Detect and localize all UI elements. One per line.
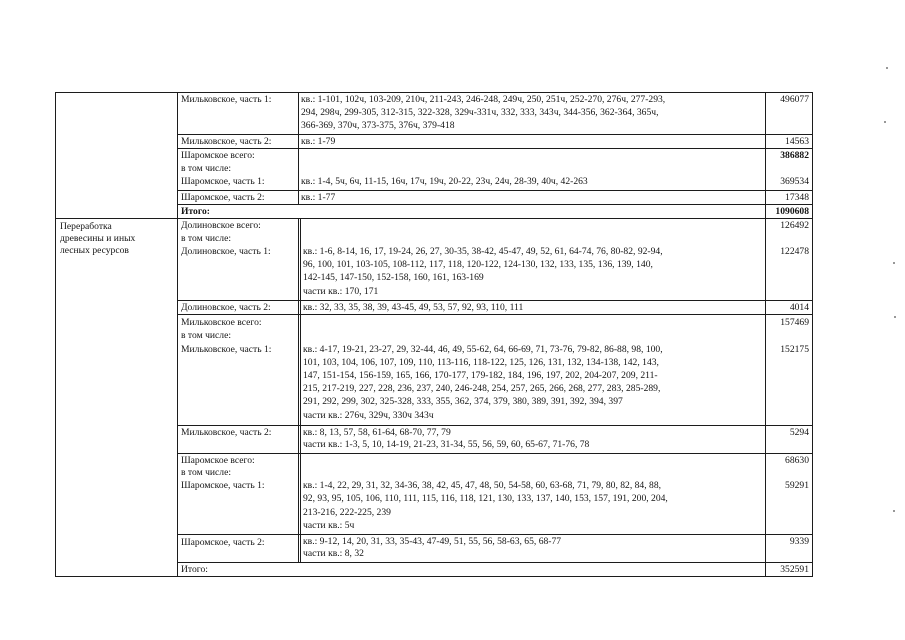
row-label-total: Шаромское всего: bbox=[181, 455, 255, 466]
quarters-line: кв.: 32, 33, 35, 38, 39, 43-45, 49, 53, 57, 92, 93, 110, 111 bbox=[303, 302, 524, 313]
quarters-line: кв.: 1-101, 102ч, 103-209, 210ч, 211-243, 246-248, 249ч, 250, 251ч, 252-270, 276ч, 277-293, bbox=[301, 94, 666, 105]
row-label: Мильковское, часть 2: bbox=[181, 136, 272, 147]
row-label: Долиновское, часть 2: bbox=[181, 302, 271, 313]
area-value: 152175 bbox=[780, 344, 809, 355]
quarters-line: части кв.: 276ч, 329ч, 330ч 343ч bbox=[303, 410, 434, 421]
row-label-incl: в том числе: bbox=[181, 163, 232, 174]
scan-speck bbox=[893, 510, 895, 512]
rule-top bbox=[55, 92, 813, 93]
row-label-incl: в том числе: bbox=[181, 467, 232, 478]
total-label: Итого: bbox=[181, 564, 208, 575]
row-label-incl: в том числе: bbox=[181, 233, 232, 244]
quarters-line: кв.: 1-4, 22, 29, 31, 32, 34-36, 38, 42, 45, 47, 48, 50, 54-58, 60, 63-68, 71, 79, 80, 82, 84, 88, bbox=[303, 480, 662, 491]
row-label: Мильковское, часть 2: bbox=[181, 427, 272, 438]
rule bbox=[177, 453, 813, 454]
total-value: 1090608 bbox=[775, 206, 809, 217]
quarters-line: части кв.: 5ч bbox=[303, 520, 355, 531]
section-label: лесных ресурсов bbox=[60, 245, 129, 256]
row-label-total: Шаромское всего: bbox=[181, 150, 255, 161]
row-label-total: Мильковское всего: bbox=[181, 317, 262, 328]
quarters-line: части кв.: 170, 171 bbox=[303, 286, 379, 297]
rule bbox=[177, 314, 813, 315]
scan-speck bbox=[894, 316, 896, 318]
quarters-line: кв.: 1-4, 5ч, 6ч, 11-15, 16ч, 17ч, 19ч, 20-22, 23ч, 24ч, 28-39, 40ч, 42-263 bbox=[301, 176, 588, 187]
area-value-total: 126492 bbox=[780, 220, 809, 231]
row-label: Мильковское, часть 1: bbox=[181, 94, 272, 105]
scan-speck bbox=[893, 262, 895, 264]
row-label-incl: в том числе: bbox=[181, 330, 232, 341]
row-label: Шаромское, часть 2: bbox=[181, 192, 265, 203]
area-value: 369534 bbox=[780, 176, 809, 187]
rule bbox=[177, 148, 813, 149]
quarters-line: 294, 298ч, 299-305, 312-315, 322-328, 329ч-331ч, 332, 333, 343ч, 344-356, 362-364, 365ч, bbox=[301, 107, 659, 118]
quarters-line: 147, 151-154, 156-159, 165, 166, 170-177, 179-182, 184, 196, 197, 202, 204-207, 209, 211- bbox=[303, 370, 658, 381]
rule-right bbox=[812, 92, 813, 577]
quarters-line: кв.: 1-77 bbox=[301, 192, 336, 203]
area-value-total: 157469 bbox=[780, 317, 809, 328]
rule-bottom bbox=[55, 576, 813, 577]
area-value: 4014 bbox=[789, 302, 809, 313]
area-value: 122478 bbox=[780, 246, 809, 257]
quarters-line: кв.: 1-6, 8-14, 16, 17, 19-24, 26, 27, 30-35, 38-42, 45-47, 49, 52, 61, 64-74, 76, 80-82, 92-94, bbox=[303, 246, 663, 257]
quarters-line: 142-145, 147-150, 152-158, 160, 161, 163-169 bbox=[303, 272, 484, 283]
area-value: 5294 bbox=[789, 427, 809, 438]
row-label-total: Долиновское всего: bbox=[181, 220, 261, 231]
rule bbox=[177, 92, 178, 577]
area-value: 59291 bbox=[785, 480, 809, 491]
area-value: 14563 bbox=[785, 136, 809, 147]
rule bbox=[177, 204, 813, 205]
rule bbox=[177, 190, 813, 191]
quarters-line: части кв.: 1-3, 5, 10, 14-19, 21-23, 31-34, 55, 56, 59, 60, 65-67, 71-76, 78 bbox=[303, 439, 590, 450]
quarters-line: 96, 100, 101, 103-105, 108-112, 117, 118, 120-122, 124-130, 132, 133, 135, 136, 139, 140, bbox=[303, 259, 653, 270]
scan-speck bbox=[886, 67, 888, 69]
rule bbox=[177, 534, 813, 535]
row-label: Шаромское, часть 1: bbox=[181, 480, 265, 491]
quarters-line: кв.: 9-12, 14, 20, 31, 33, 35-43, 47-49, 51, 55, 56, 58-63, 65, 68-77 bbox=[303, 536, 562, 547]
scan-speck bbox=[884, 121, 886, 123]
quarters-line: 215, 217-219, 227, 228, 236, 237, 240, 246-248, 254, 257, 265, 266, 268, 277, 283, 285-289, bbox=[303, 383, 661, 394]
area-value-total: 68630 bbox=[785, 455, 809, 466]
quarters-line: 366-369, 370ч, 373-375, 376ч, 379-418 bbox=[301, 120, 455, 131]
quarters-line: 291, 292, 299, 302, 325-328, 333, 355, 362, 374, 379, 380, 389, 391, 392, 394, 397 bbox=[303, 396, 623, 407]
rule bbox=[177, 134, 813, 135]
rule-left bbox=[55, 92, 56, 577]
quarters-line: кв.: 1-79 bbox=[301, 136, 336, 147]
rule bbox=[298, 218, 299, 563]
rule bbox=[765, 92, 766, 577]
total-label: Итого: bbox=[181, 206, 210, 217]
rule bbox=[177, 300, 813, 301]
area-value-total: 386882 bbox=[780, 150, 809, 161]
total-value: 352591 bbox=[780, 564, 809, 575]
quarters-line: 92, 93, 95, 105, 106, 110, 111, 115, 116, 118, 121, 130, 133, 137, 140, 153, 157, 191, 200, 204, bbox=[303, 493, 668, 504]
row-label: Шаромское, часть 1: bbox=[181, 176, 265, 187]
row-label: Шаромское, часть 2: bbox=[181, 537, 265, 548]
quarters-line: кв.: 8, 13, 57, 58, 61-64, 68-70, 77, 79 bbox=[303, 427, 451, 438]
area-value: 496077 bbox=[780, 94, 809, 105]
area-value: 17348 bbox=[785, 192, 809, 203]
section-label: древесины и иных bbox=[60, 233, 136, 244]
rule bbox=[55, 218, 813, 219]
quarters-line: 101, 103, 104, 106, 107, 109, 110, 113-116, 118-122, 125, 126, 131, 132, 134-138, 142, 143, bbox=[303, 357, 659, 368]
quarters-line: кв.: 4-17, 19-21, 23-27, 29, 32-44, 46, 49, 55-62, 64, 66-69, 71, 73-76, 79-82, 86-88, 98, 100, bbox=[303, 344, 663, 355]
row-label: Мильковское, часть 1: bbox=[181, 344, 272, 355]
rule bbox=[177, 562, 813, 563]
rule bbox=[177, 425, 813, 426]
section-label: Переработка bbox=[60, 221, 112, 232]
row-label: Долиновское, часть 1: bbox=[181, 246, 271, 257]
quarters-line: 213-216, 222-225, 239 bbox=[303, 507, 391, 518]
area-value: 9339 bbox=[789, 536, 809, 547]
quarters-line: части кв.: 8, 32 bbox=[303, 548, 364, 559]
rule bbox=[298, 92, 299, 205]
rule bbox=[300, 218, 301, 563]
